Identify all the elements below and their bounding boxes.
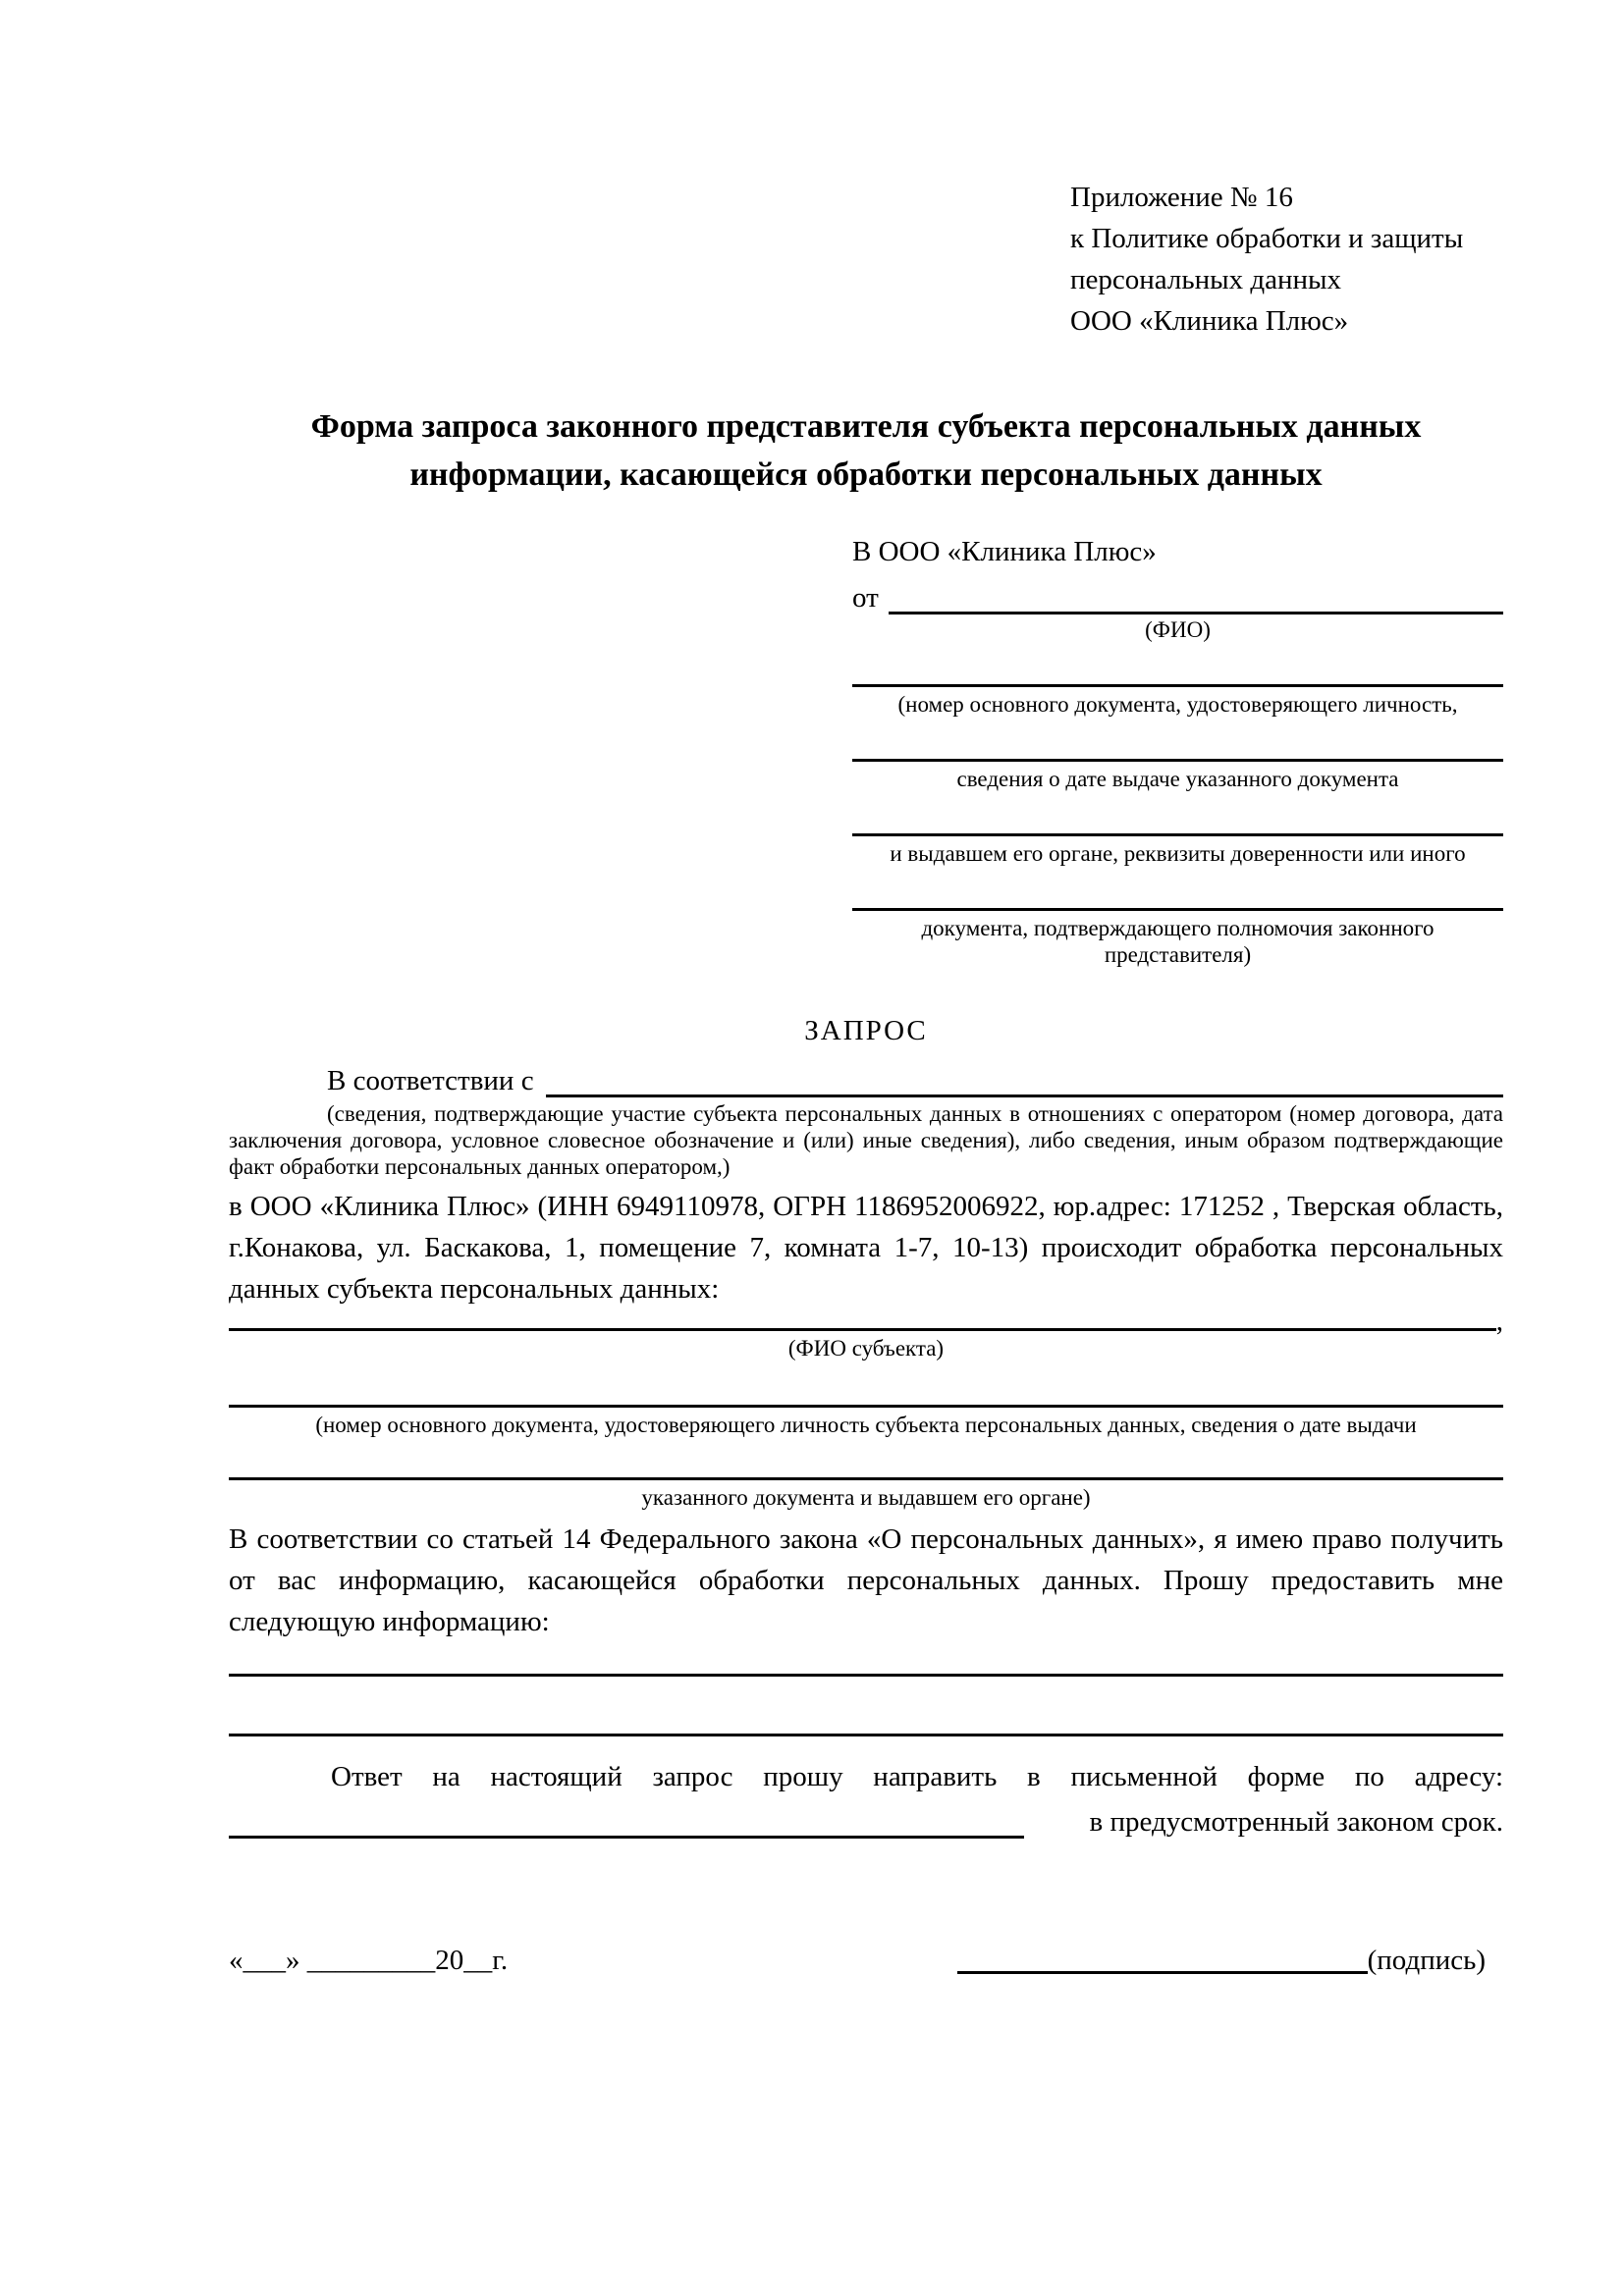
appendix-header [1070,177,1503,342]
intro-field-row [229,1056,1503,1097]
request-heading: ЗАПРОС [804,1015,928,1046]
intro-fill-line [546,1095,1503,1097]
issuing-authority-caption: и выдавшем его органе, реквизиты доверенности или иного [890,841,1466,866]
requested-info-fill-line-1 [229,1674,1503,1677]
policy-reference-line: к Политике обработки и защиты [1070,223,1464,254]
signature-group [957,1941,1486,1980]
subject-fio-fill-line [229,1328,1496,1331]
date-field: «___» _________20__г. [229,1945,509,1976]
document-title-line-1: Форма запроса законного представителя субъекта персональных данных [310,408,1422,445]
signature-caption: (подпись) [1367,1945,1486,1976]
subject-document-caption-2: указанного документа и выдавшем его органе) [641,1485,1091,1510]
reply-paragraph: Ответ на настоящий запрос прошу направить в письменной форме по адресу: [331,1761,1503,1792]
from-field-row [852,573,1503,614]
from-fill-line [889,612,1503,614]
footer-row [229,1941,1503,1980]
subject-fio-row [229,1306,1503,1337]
organization-name-line: ООО «Клиника Плюс» [1070,305,1349,337]
relationship-note: (сведения, подтверждающие участие субъекта персональных данных в отношениях с оператором (номер договора, дата заключения договора, условное словесное обозначение и (или) иные сведения), либо сведения, иным образом подтверждающие факт обработки персональных данных оператором,) [229,1101,1503,1179]
document-title-line-2: информации, касающейся обработки персональных данных [409,456,1323,493]
law-paragraph: В соответствии со статьей 14 Федерального закона «О персональных данных», я имею право получить от вас информацию, касающейся обработки персональных данных. Прошу предоставить мне следующую информацию: [229,1523,1503,1637]
subject-document-fill-line-2 [229,1477,1503,1480]
subject-document-caption-1: (номер основного документа, удостоверяющего личность субъекта персональных данных, сведения о дате выдачи [315,1413,1417,1437]
document-title [229,402,1503,499]
issue-date-fill-line [852,759,1503,762]
issue-date-caption: сведения о дате выдаче указанного документа [956,767,1399,791]
issuing-authority-fill-line [852,833,1503,836]
reply-tail-text: в предусмотренный законом срок. [1089,1806,1503,1838]
operator-paragraph: в ООО «Клиника Плюс» (ИНН 6949110978, ОГРН 1186952006922, юр.адрес: 171252 , Тверская область, г.Конакова, ул. Баскакова, 1, помещение 7, комната 1-7, 10-13) происходит обработка персональных данных субъекта персональных данных: [229,1191,1503,1305]
addressee-block [852,532,1503,968]
fio-caption: (ФИО) [1145,617,1211,642]
from-label: от [852,582,879,614]
subject-fio-caption: (ФИО субъекта) [787,1336,945,1361]
policy-reference-line-2: персональных данных [1070,264,1342,295]
appendix-number-line: Приложение № 16 [1070,182,1293,213]
signature-fill-line [957,1971,1368,1974]
intro-label: В соответствии с [327,1065,534,1096]
reply-address-fill-line [229,1836,1024,1839]
subject-trailing-comma: , [1495,1306,1503,1337]
addressee-organization: В ООО «Клиника Плюс» [852,536,1157,567]
subject-document-fill-line [229,1405,1503,1408]
authority-document-fill-line [852,908,1503,911]
requested-info-fill-line-2 [229,1734,1503,1736]
reply-address-row [229,1797,1503,1839]
document-number-caption: (номер основного документа, удостоверяющего личность, [897,692,1458,717]
authority-document-caption: документа, подтверждающего полномочия законного представителя) [921,916,1435,967]
document-number-fill-line [852,684,1503,687]
